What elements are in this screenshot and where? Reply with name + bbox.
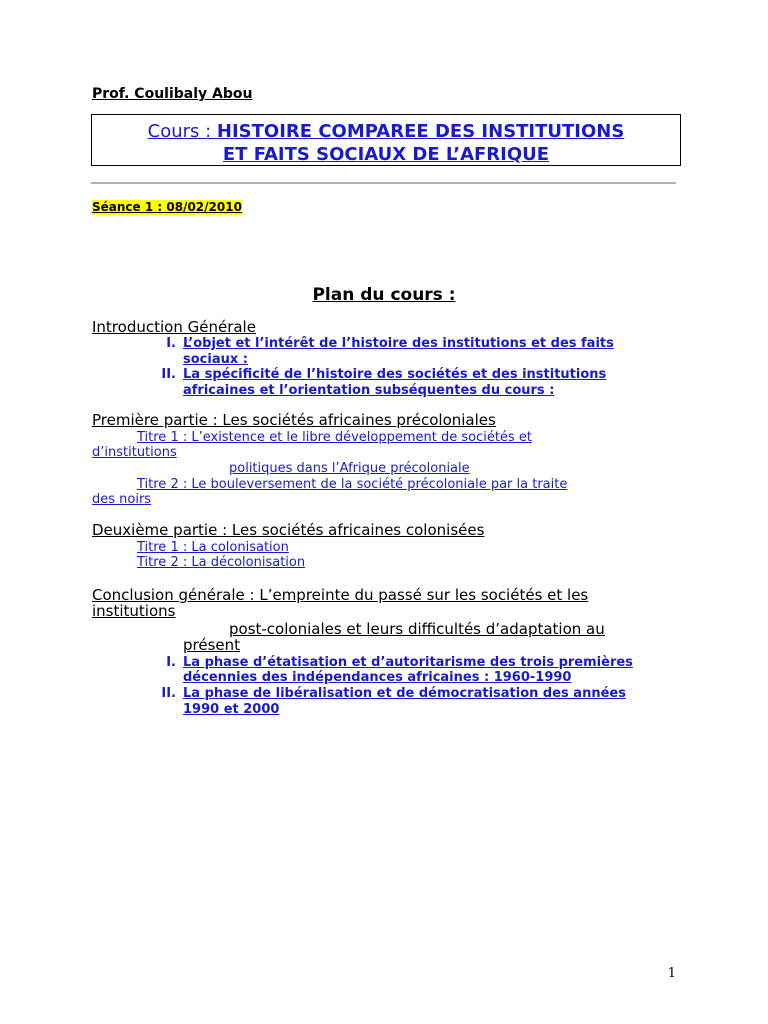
- part-1-titre-1-link[interactable]: Titre 1 : L’existence et le libre développement de sociétés et: [137, 430, 532, 445]
- course-title-line-1: HISTOIRE COMPAREE DES INSTITUTIONS: [216, 121, 625, 142]
- author-name: Prof. Coulibaly Abou: [92, 86, 253, 102]
- intro-item-1-number: I.: [166, 336, 176, 351]
- horizontal-rule: [91, 182, 676, 184]
- part-2-titre-1-link[interactable]: Titre 1 : La colonisation: [137, 540, 289, 555]
- course-title-line-2: ET FAITS SOCIAUX DE L’AFRIQUE: [222, 144, 550, 165]
- conclusion-heading-cont: institutions: [92, 602, 176, 620]
- conclusion-heading-cont-2: post-coloniales et leurs difficultés d’adaptation au: [229, 620, 605, 638]
- intro-item-2-link-cont[interactable]: africaines et l’orientation subséquentes du cours :: [183, 383, 555, 398]
- conclusion-item-2-number: II.: [161, 686, 176, 701]
- course-title-box: [91, 114, 681, 166]
- conclusion-item-1-number: I.: [166, 655, 176, 670]
- conclusion-item-1-link[interactable]: La phase d’étatisation et d’autoritarisme des trois premières: [183, 655, 633, 670]
- part-2-heading: Deuxième partie : Les sociétés africaines colonisées: [92, 521, 485, 539]
- part-1-heading: Première partie : Les sociétés africaines précoloniales: [92, 411, 496, 429]
- part-1-titre-1-link-cont[interactable]: d’institutions: [92, 445, 177, 460]
- intro-item-2-link[interactable]: La spécificité de l’histoire des sociétés et des institutions: [183, 367, 607, 382]
- intro-item-2-number: II.: [161, 367, 176, 382]
- part-1-titre-2-link[interactable]: Titre 2 : Le bouleversement de la société précoloniale par la traite: [137, 477, 568, 492]
- page-number: 1: [667, 966, 676, 981]
- intro-item-1-link-cont[interactable]: sociaux :: [183, 352, 248, 367]
- part-2-titre-2-link[interactable]: Titre 2 : La décolonisation: [137, 555, 306, 570]
- conclusion-item-2-link[interactable]: La phase de libéralisation et de démocratisation des années: [183, 686, 626, 701]
- session-date: Séance 1 : 08/02/2010: [92, 200, 242, 214]
- plan-title: Plan du cours :: [312, 285, 456, 305]
- conclusion-heading-cont-3: présent: [183, 636, 241, 654]
- conclusion-item-1-link-cont[interactable]: décennies des indépendances africaines : 1960-1990: [183, 670, 572, 685]
- intro-item-1-link[interactable]: L’objet et l’intérêt de l’histoire des institutions et des faits: [183, 336, 614, 351]
- conclusion-heading: Conclusion générale : L’empreinte du passé sur les sociétés et les: [92, 586, 589, 604]
- course-title-prefix: Cours :: [147, 121, 217, 142]
- conclusion-item-2-link-cont[interactable]: 1990 et 2000: [183, 702, 280, 717]
- intro-heading: Introduction Générale: [92, 318, 256, 336]
- part-1-titre-1-link-cont-2[interactable]: politiques dans l’Afrique précoloniale: [229, 461, 470, 476]
- part-1-titre-2-link-cont[interactable]: des noirs: [92, 492, 152, 507]
